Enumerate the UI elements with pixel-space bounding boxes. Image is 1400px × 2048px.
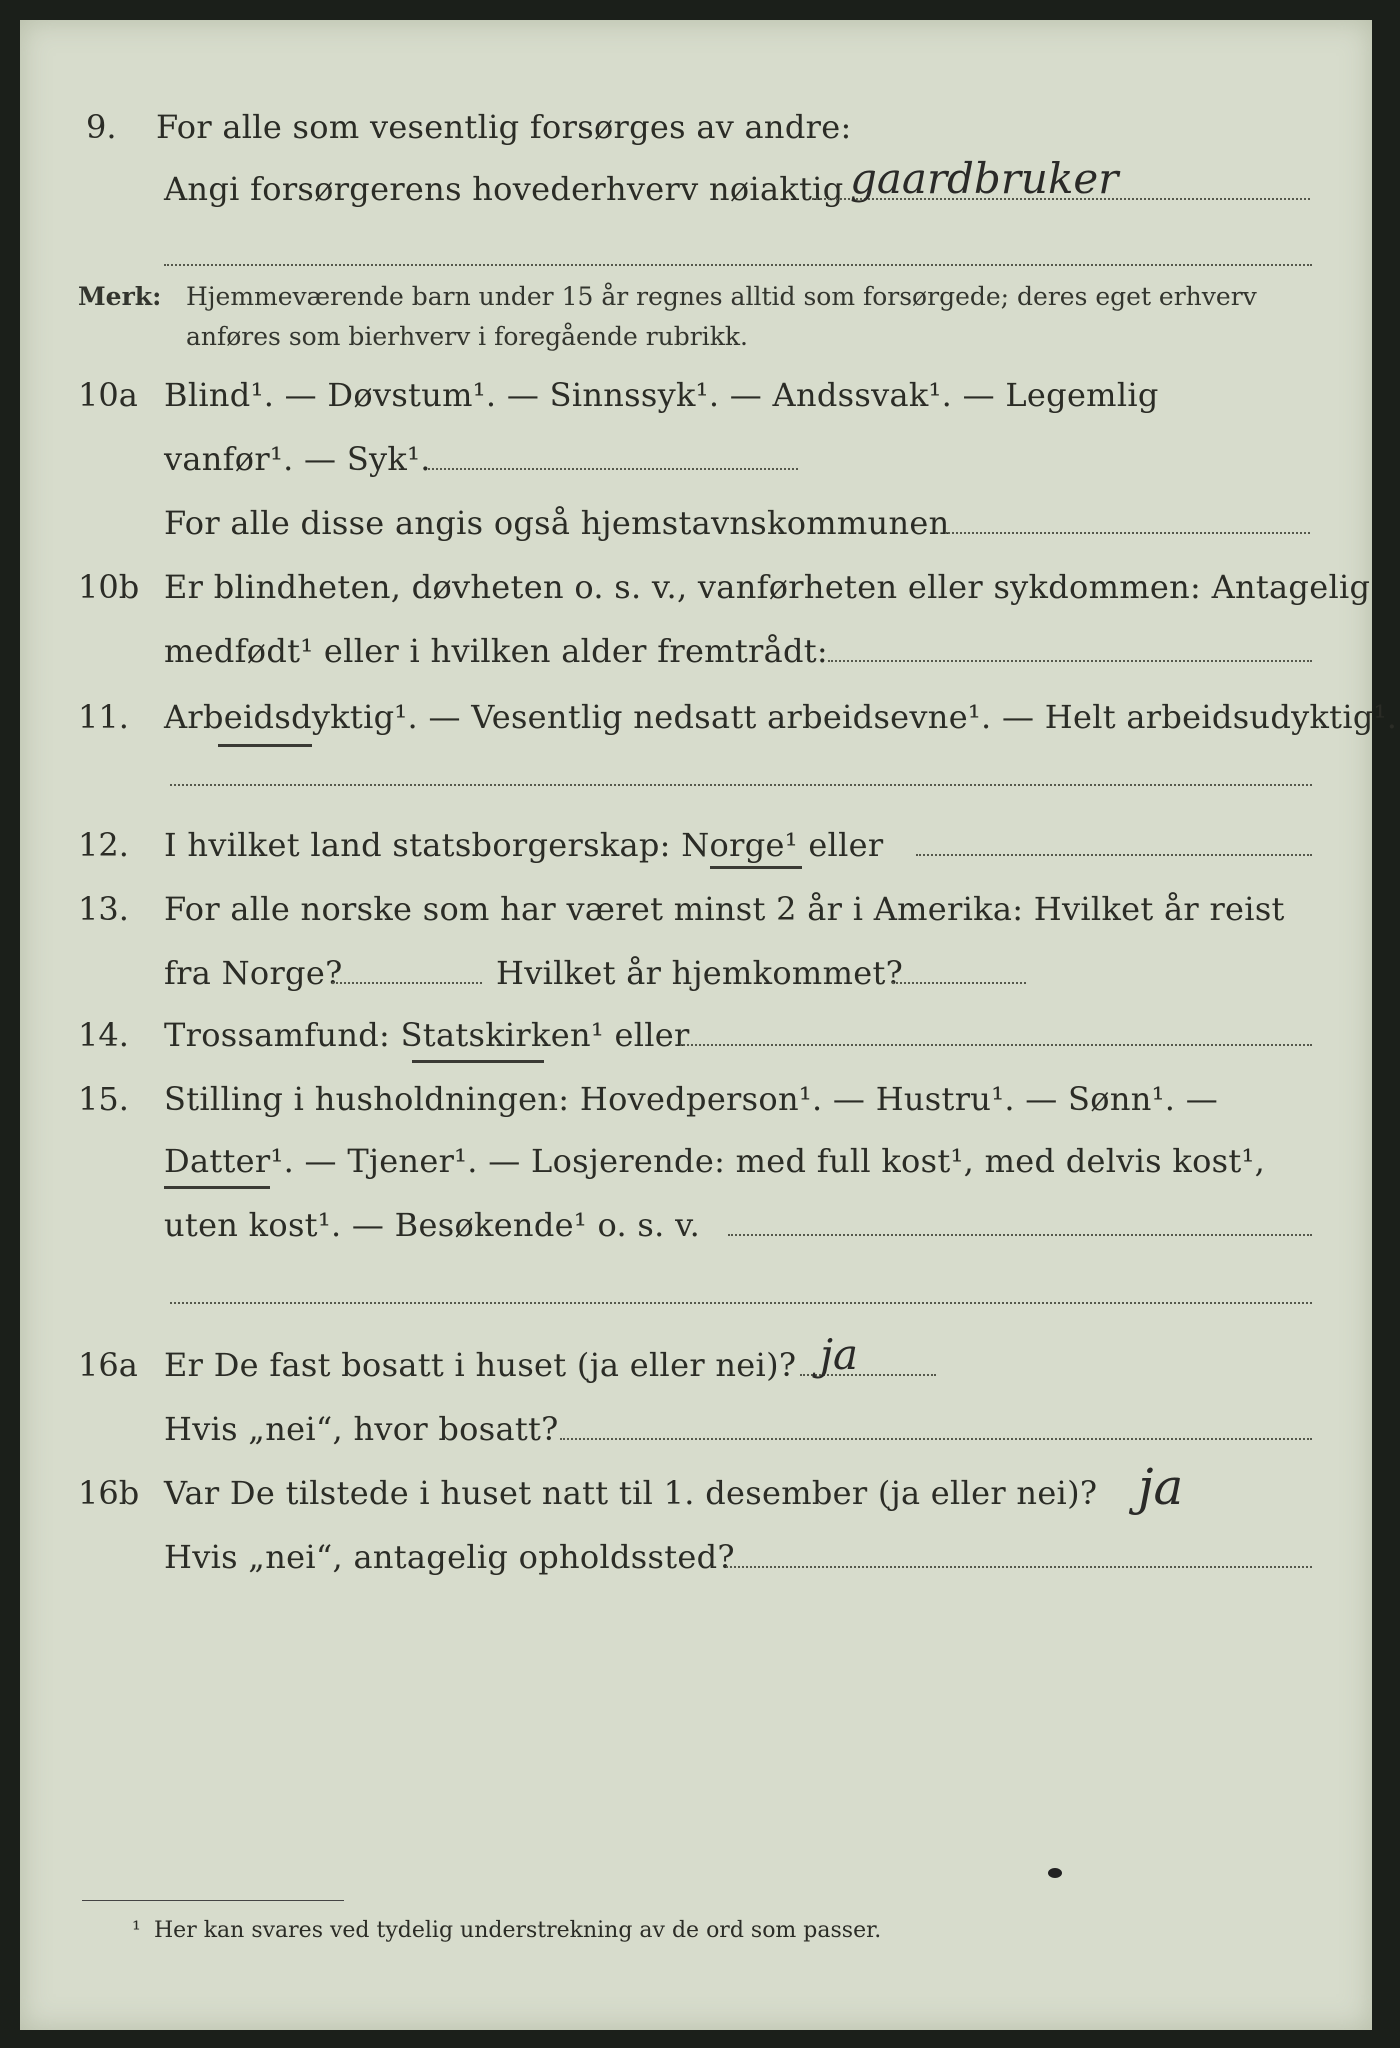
q13-number: 13. [78,890,129,928]
q16b-opholdssted-line [726,1566,1312,1568]
footnote-mark: ¹ [132,1918,141,1943]
q10a-number: 10a [78,376,138,414]
q12-answer-line [916,854,1312,856]
q11-extra-line [170,784,1312,786]
q13-line2b: Hvilket år hjemkommet? [496,954,904,992]
merk-line1: Hjemmeværende barn under 15 år regnes alltid som forsørgede; deres eget erhverv [186,282,1257,311]
q14-number: 14. [78,1016,129,1054]
q13-line1: For alle norske som har været minst 2 år i Amerika: Hvilket år reist [164,890,1285,928]
q10b-line1: Er blindheten, døvheten o. s. v., vanførheten eller sykdommen: Antagelig [164,568,1371,606]
q13-hjemkommet-line [892,982,1026,984]
q11-underline-mark [218,744,312,747]
q16a-number: 16a [78,1346,138,1384]
q9-line2: Angi forsørgerens hovederhverv nøiaktig [164,170,844,208]
q15-number: 15. [78,1080,129,1118]
q10a-line3: For alle disse angis også hjemstavnskommunen [164,504,950,542]
q10a-line2: vanfør¹. — Syk¹. [164,440,431,478]
footnote-text: Her kan svares ved tydelig understrekning av de ord som passer. [154,1918,882,1943]
ink-spot [1048,1868,1062,1878]
q12-line1: I hvilket land statsborgerskap: Norge¹ eller [164,826,884,864]
q16a-answer: ja [820,1330,859,1379]
q16a-line2: Hvis „nei“, hvor bosatt? [164,1410,559,1448]
q16b-line2: Hvis „nei“, antagelig opholdssted? [164,1538,735,1576]
q12-number: 12. [78,826,129,864]
q10a-line1: Blind¹. — Døvstum¹. — Sinnssyk¹. — Andssvak¹. — Legemlig [164,376,1159,414]
q15-extra-line [170,1302,1312,1304]
q11-line1: Arbeidsdyktig¹. — Vesentlig nedsatt arbeidsevne¹. — Helt arbeidsudyktig¹. [164,698,1398,736]
q16b-answer: ja [1138,1458,1184,1516]
q10b-line2: medfødt¹ eller i hvilken alder fremtrådt: [164,632,828,670]
q10a-syk-line [428,468,798,470]
q15-line3: uten kost¹. — Besøkende¹ o. s. v. [164,1206,701,1244]
q15-datter-underline [164,1186,270,1189]
q15-line1: Stilling i husholdningen: Hovedperson¹. — Hustru¹. — Sønn¹. — [164,1080,1219,1118]
q10a-kommune-line [945,532,1310,534]
q10b-number: 10b [78,568,140,606]
q9-answer: gaardbruker [850,154,1119,203]
q10b-answer-line [828,660,1312,662]
q12-norge-underline [710,866,802,869]
q16b-number: 16b [78,1474,140,1512]
merk-line2: anføres som bierhverv i foregående rubrikk. [186,322,748,351]
footnote-rule [82,1900,344,1901]
census-form-page [20,20,1398,2030]
q14-answer-line [680,1044,1312,1046]
q16b-line1: Var De tilstede i huset natt til 1. desember (ja eller nei)? [164,1474,1098,1512]
q15-line2: Datter¹. — Tjener¹. — Losjerende: med full kost¹, med delvis kost¹, [164,1142,1266,1180]
q16a-bosatt-line [560,1438,1312,1440]
q13-line2a: fra Norge? [164,954,343,992]
q9-number: 9. [86,108,117,146]
q14-line1: Trossamfund: Statskirken¹ eller [164,1016,690,1054]
q11-number: 11. [78,698,129,736]
q14-statskirken-underline [412,1060,544,1063]
q16a-line1: Er De fast bosatt i huset (ja eller nei)? [164,1346,797,1384]
q9-extra-line [164,264,1312,266]
q9-line1: For alle som vesentlig forsørges av andre: [156,108,852,146]
q13-reist-line [332,982,482,984]
q15-answer-line [728,1234,1312,1236]
merk-label: Merk: [78,282,162,311]
